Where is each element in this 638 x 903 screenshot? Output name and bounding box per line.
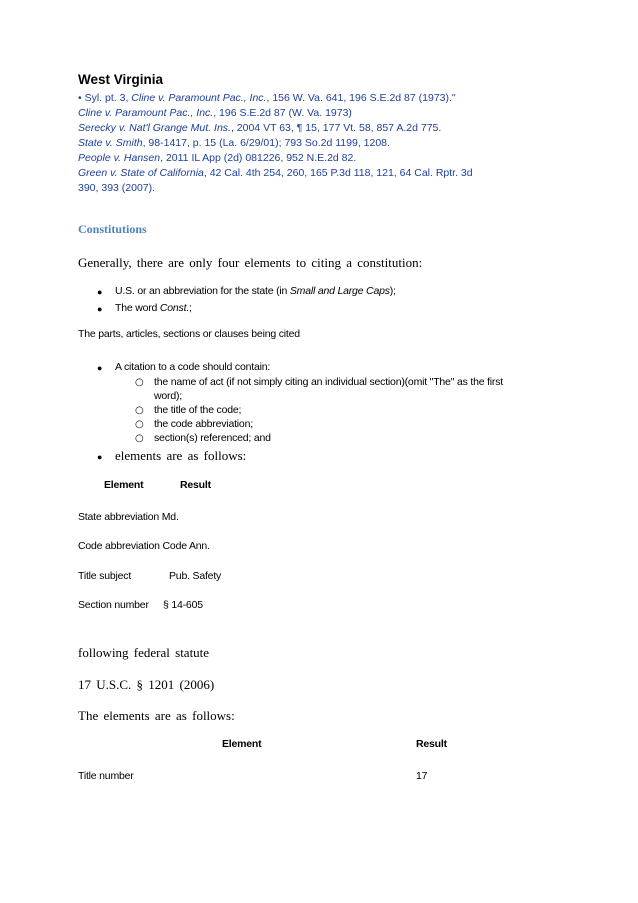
circle-bullet-icon: ○ xyxy=(135,419,144,430)
elements-line: The elements are as follows: xyxy=(78,708,235,723)
row-label: Title subject xyxy=(78,570,132,582)
bullet-icon: ● xyxy=(97,363,103,373)
federal-line: following federal statute xyxy=(78,645,210,660)
state-heading: West Virginia xyxy=(78,72,164,87)
sub-list-item: the name of act (if not simply citing an individual section)(omit "The" as the first xyxy=(154,376,503,388)
citation-line[interactable] xyxy=(78,91,456,106)
list-item: U.S. or an abbreviation for the state (in Small and Large Caps); xyxy=(115,285,396,297)
case-name: Green v. State of California xyxy=(78,167,204,179)
list-item: elements are as follows: xyxy=(115,448,247,463)
bullet-icon: ● xyxy=(97,287,103,297)
table-row xyxy=(78,540,210,552)
citation-rest: , 196 S.E.2d 87 (W. Va. 1973) xyxy=(213,107,352,119)
citation-line[interactable] xyxy=(78,106,352,121)
citation-line[interactable] xyxy=(78,151,356,166)
row-value: 17 xyxy=(416,770,428,782)
sub-list-item: the title of the code; xyxy=(154,404,242,416)
case-name: State v. Smith xyxy=(78,137,143,149)
citation-line[interactable] xyxy=(78,136,390,151)
table-header-result: Result xyxy=(416,738,447,750)
section-title-constitutions: Constitutions xyxy=(78,222,147,236)
citation-line[interactable] xyxy=(78,121,441,136)
circle-bullet-icon: ○ xyxy=(135,377,144,388)
row-label: State abbreviation xyxy=(78,511,160,523)
citation-rest: 390, 393 (2007). xyxy=(78,182,156,194)
row-label: Section number xyxy=(78,599,149,611)
table-header-element: Element xyxy=(222,738,262,750)
case-name: Cline v. Paramount Pac., Inc. xyxy=(131,92,267,104)
citation-line[interactable] xyxy=(78,181,155,196)
table-row xyxy=(78,511,179,523)
case-name: Cline v. Paramount Pac., Inc. xyxy=(78,107,214,119)
sub-list-item: the code abbreviation; xyxy=(154,418,253,430)
citation-line[interactable] xyxy=(78,166,473,181)
citation-rest: , 98-1417, p. 15 (La. 6/29/01); 793 So.2d 1199, 1208. xyxy=(142,137,390,149)
sub-list-item-continuation: word); xyxy=(154,390,182,402)
citation-rest: , 2004 VT 63, ¶ 15, 177 Vt. 58, 857 A.2d 775. xyxy=(230,122,442,134)
table-header-element: Element xyxy=(104,479,144,491)
constitutions-intro: Generally, there are only four elements to citing a constitution: xyxy=(78,255,423,270)
circle-bullet-icon: ○ xyxy=(135,405,144,416)
statute-citation: 17 U.S.C. § 1201 (2006) xyxy=(78,677,215,692)
row-value: Pub. Safety xyxy=(169,570,222,582)
row-value: § 14-605 xyxy=(163,599,203,611)
row-value: Code Ann. xyxy=(162,540,210,552)
parts-line: The parts, articles, sections or clauses being cited xyxy=(78,328,300,340)
bullet-icon: ● xyxy=(97,304,103,314)
row-value: Md. xyxy=(161,511,179,523)
circle-bullet-icon: ○ xyxy=(135,433,144,444)
bullet-icon: ● xyxy=(97,452,103,462)
citation-rest: , 156 W. Va. 641, 196 S.E.2d 87 (1973)." xyxy=(266,92,456,104)
list-item: A citation to a code should contain: xyxy=(115,361,271,373)
citation-rest: , 42 Cal. 4th 254, 260, 165 P.3d 118, 121, 64 Cal. Rptr. 3d xyxy=(203,167,473,179)
case-name: Serecky v. Nat'l Grange Mut. Ins. xyxy=(78,122,231,134)
list-item: The word Const.; xyxy=(115,302,192,314)
citation-prefix: • Syl. pt. 3, xyxy=(78,92,132,104)
table-header-result: Result xyxy=(180,479,211,491)
case-name: People v. Hansen xyxy=(78,152,161,164)
row-label: Code abbreviation xyxy=(78,540,160,552)
row-label: Title number xyxy=(78,770,134,782)
citation-rest: , 2011 IL App (2d) 081226, 952 N.E.2d 82. xyxy=(160,152,357,164)
sub-list-item: section(s) referenced; and xyxy=(154,432,271,444)
